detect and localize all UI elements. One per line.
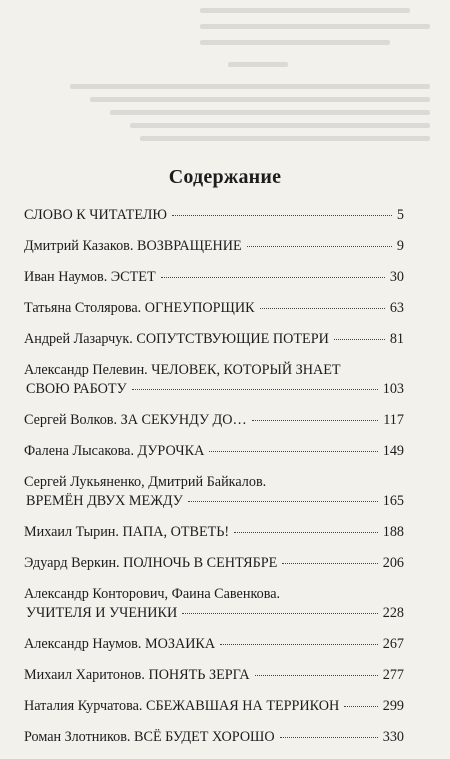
dot-leader (182, 613, 378, 614)
toc-page-number: 117 (383, 412, 404, 428)
toc-entry (24, 554, 404, 573)
toc-entry-title: Сергей Лукьяненко, Дмитрий Байкалов. (24, 474, 267, 490)
dot-leader (172, 215, 392, 216)
toc-entry-title: Александр Конторович, Фаина Савенкова. (24, 586, 281, 602)
toc-page-number: 267 (382, 636, 404, 652)
toc-entry (24, 361, 404, 399)
toc-page-number: 149 (382, 443, 404, 459)
dot-leader (255, 675, 378, 676)
toc-entry (24, 268, 404, 287)
toc-page-number: 299 (382, 698, 404, 714)
toc-entry (24, 728, 404, 747)
dot-leader (234, 532, 378, 533)
dot-leader (260, 308, 385, 309)
toc-entry (24, 473, 404, 511)
dot-leader (252, 420, 379, 421)
toc-page-number: 5 (396, 207, 404, 223)
toc-entry-title: Александр Наумов. МОЗАИКА (24, 636, 216, 652)
toc-page-number: 330 (382, 729, 404, 745)
toc-entry (24, 442, 404, 461)
toc-page-number: 81 (389, 331, 404, 347)
toc-entry-title: Татьяна Столярова. ОГНЕУПОРЩИК (24, 300, 255, 316)
toc-entry-title: Андрей Лазарчук. СОПУТСТВУЮЩИЕ ПОТЕРИ (24, 331, 329, 347)
toc-page-number: 228 (382, 605, 404, 621)
toc-entry-title: Михаил Харитонов. ПОНЯТЬ ЗЕРГА (24, 667, 250, 683)
toc-entry-title: Сергей Волков. ЗА СЕКУНДУ ДО… (24, 412, 247, 428)
toc-page-number: 188 (382, 524, 404, 540)
toc-page-number: 30 (389, 269, 404, 285)
dot-leader (247, 246, 392, 247)
dot-leader (280, 737, 378, 738)
toc-entry-title: СВОЮ РАБОТУ (26, 381, 127, 397)
dot-leader (161, 277, 385, 278)
toc-entry (24, 666, 404, 685)
toc-entry-title: Иван Наумов. ЭСТЕТ (24, 269, 156, 285)
toc-entry-title: УЧИТЕЛЯ И УЧЕНИКИ (26, 605, 178, 621)
toc-entry (24, 585, 404, 623)
toc-entry-title: ВРЕМЁН ДВУХ МЕЖДУ (26, 493, 183, 509)
toc-entry-title: Дмитрий Казаков. ВОЗВРАЩЕНИЕ (24, 238, 242, 254)
toc-entry (24, 635, 404, 654)
toc-entry-title: Роман Злотников. ВСЁ БУДЕТ ХОРОШО (24, 729, 275, 745)
toc-entry (24, 697, 404, 716)
toc-entry (24, 206, 404, 225)
toc-entry-title: Наталия Курчатова. СБЕЖАВШАЯ НА ТЕРРИКОН (24, 698, 340, 714)
toc-entry-title: Эдуард Веркин. ПОЛНОЧЬ В СЕНТЯБРЕ (24, 555, 278, 571)
dot-leader (282, 563, 377, 564)
show-through-text (0, 0, 450, 150)
toc-entry-title: Фалена Лысакова. ДУРОЧКА (24, 443, 205, 459)
dot-leader (334, 339, 385, 340)
toc-page-number: 165 (382, 493, 404, 509)
dot-leader (344, 706, 377, 707)
toc-page-number: 103 (382, 381, 404, 397)
toc-entry-title: Михаил Тырин. ПАПА, ОТВЕТЬ! (24, 524, 230, 540)
dot-leader (132, 389, 378, 390)
toc-entry-title: Александр Пелевин. ЧЕЛОВЕК, КОТОРЫЙ ЗНАЕТ (24, 362, 341, 378)
toc-page-number: 63 (389, 300, 404, 316)
toc-page-number: 277 (382, 667, 404, 683)
dot-leader (220, 644, 378, 645)
toc-page-number: 9 (396, 238, 404, 254)
toc-entry (24, 411, 404, 430)
toc-entry-title: СЛОВО К ЧИТАТЕЛЮ (24, 207, 168, 223)
toc-page-number: 206 (382, 555, 404, 571)
toc-entry (24, 523, 404, 542)
dot-leader (209, 451, 377, 452)
dot-leader (188, 501, 378, 502)
toc-entry (24, 299, 404, 318)
toc-entry (24, 330, 404, 349)
toc-heading: Содержание (168, 166, 282, 188)
toc-entry (24, 237, 404, 256)
table-of-contents (24, 206, 404, 759)
